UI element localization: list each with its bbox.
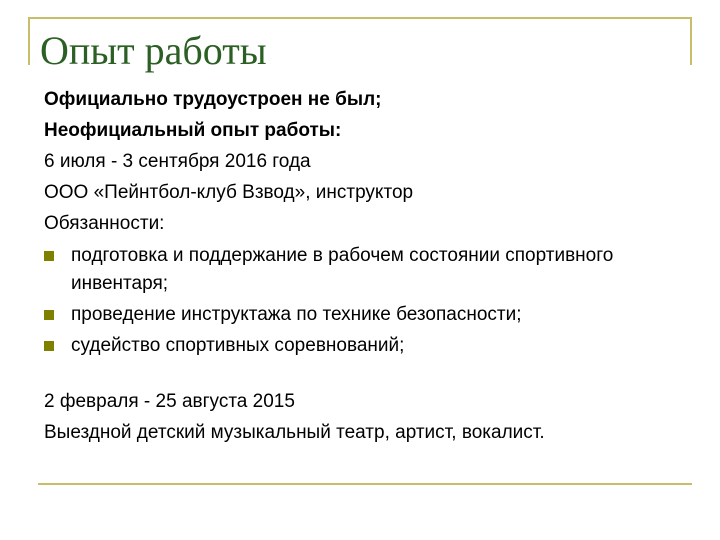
unofficial-experience-heading: Неофициальный опыт работы: (44, 120, 342, 141)
bottom-border-line (38, 483, 692, 485)
period-2-line: 2 февраля - 25 августа 2015 (44, 391, 295, 412)
square-bullet-icon (44, 310, 54, 320)
list-item (44, 242, 684, 298)
top-border-line (28, 17, 692, 19)
duty-text: проведение инструктажа по технике безопасности; (71, 304, 522, 325)
page-title: Опыт работы (40, 28, 267, 73)
square-bullet-icon (44, 251, 54, 261)
period-1-line: 6 июля - 3 сентября 2016 года (44, 151, 311, 172)
duties-list (44, 242, 684, 360)
duty-text: подготовка и поддержание в рабочем состоянии спортивного инвентаря; (71, 245, 614, 294)
list-item (44, 301, 684, 329)
slide-body (44, 84, 684, 448)
official-status-line: Официально трудоустроен не был; (44, 89, 382, 110)
square-bullet-icon (44, 341, 54, 351)
employer-2-line: Выездной детский музыкальный театр, артист, вокалист. (44, 422, 545, 443)
employer-1-line: ООО «Пейнтбол-клуб Взвод», инструктор (44, 182, 414, 203)
duties-label: Обязанности: (44, 213, 165, 234)
duty-text: судейство спортивных соревнований; (71, 335, 405, 356)
right-border-line (690, 17, 692, 65)
list-item (44, 332, 684, 360)
left-border-line (28, 17, 30, 65)
